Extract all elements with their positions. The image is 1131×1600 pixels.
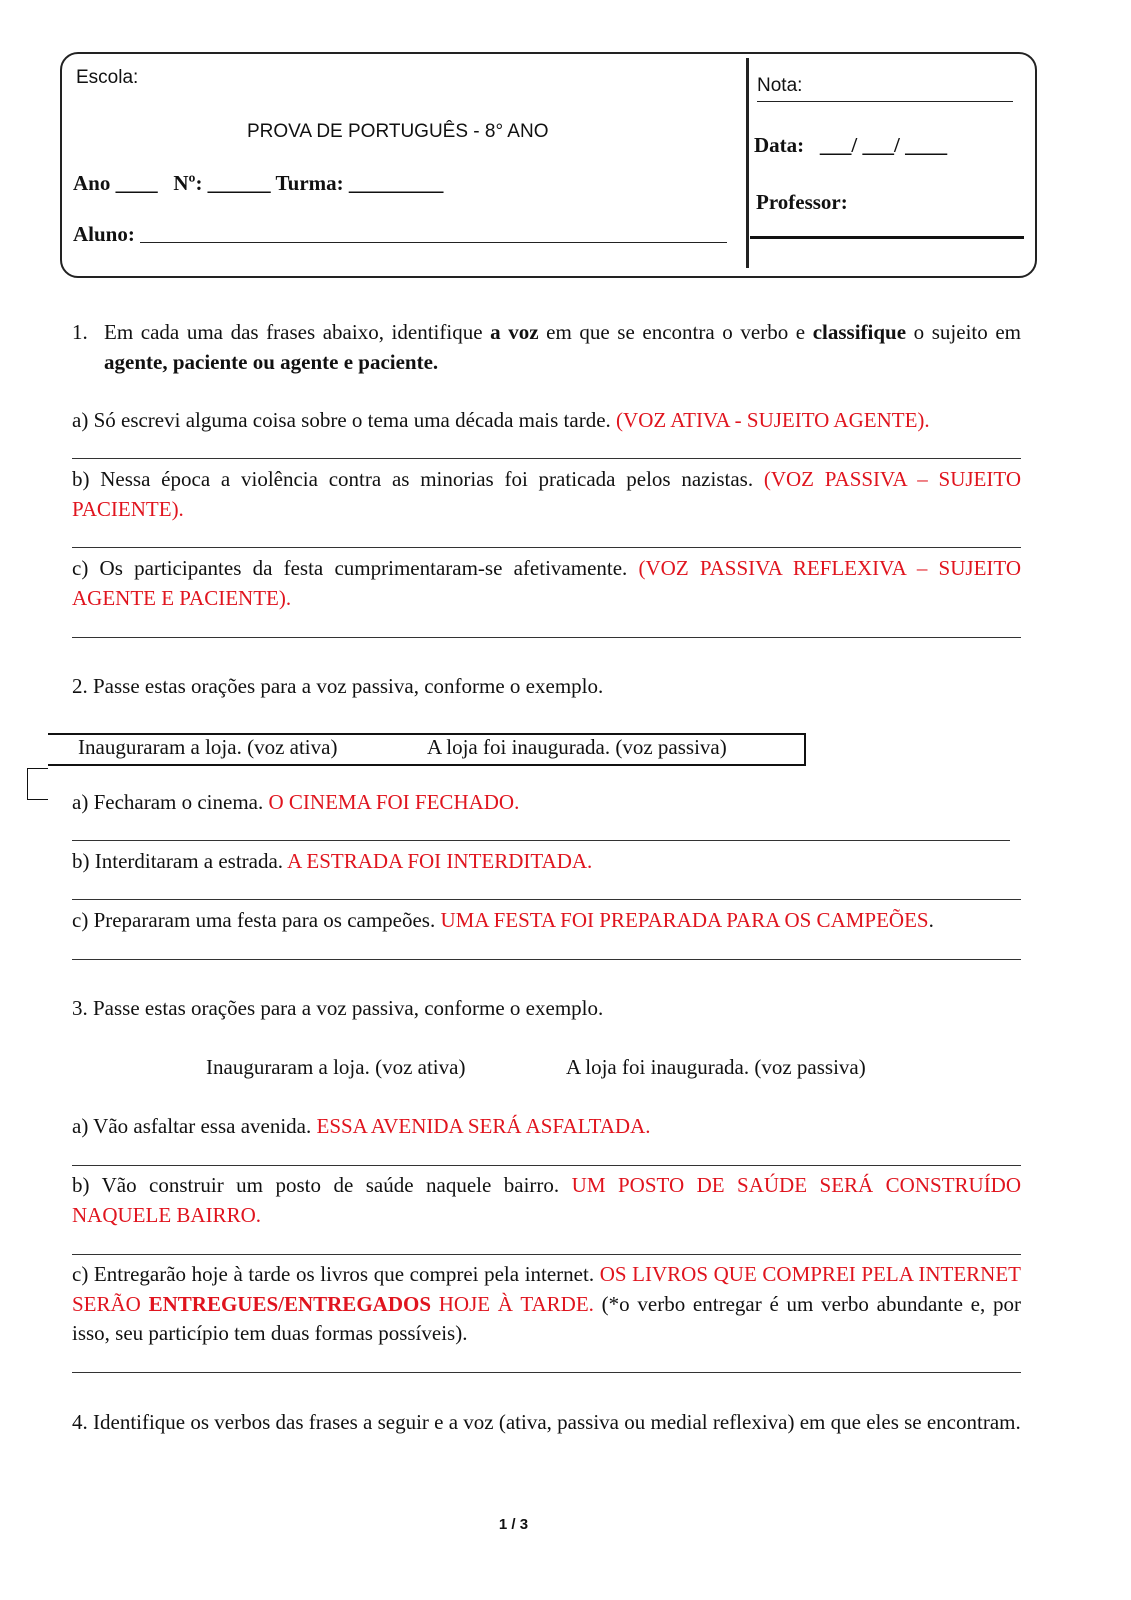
q3-example-active: Inauguraram a loja. (voz ativa) bbox=[206, 1055, 466, 1079]
header-divider bbox=[746, 58, 749, 268]
class-info-fields[interactable]: Ano ____ Nº: ______ Turma: _________ bbox=[73, 171, 444, 195]
date-field[interactable]: Data: ___/ ___/ ____ bbox=[754, 133, 948, 157]
answer: A ESTRADA FOI INTERDITADA. bbox=[287, 849, 593, 873]
answer: (VOZ PASSIVA – SUJEITO PACIENTE). bbox=[72, 467, 1021, 521]
bracket-mark bbox=[27, 768, 48, 800]
q1-prompt: Em cada uma das frases abaixo, identifique a voz em que se encontra o verbo e classifique o sujeito em agente, paciente ou agente e paciente. bbox=[104, 320, 1022, 374]
teacher-line[interactable] bbox=[750, 236, 1024, 239]
answer-line[interactable] bbox=[72, 959, 1021, 960]
q2-item-c: c) Prepararam uma festa para os campeões. UMA FESTA FOI PREPARADA PARA OS CAMPEÕES. bbox=[72, 908, 934, 932]
answer: UM POSTO DE SAÚDE SERÁ CONSTRUÍDO NAQUELE BAIRRO. bbox=[72, 1173, 1022, 1227]
school-label: Escola: bbox=[76, 67, 139, 88]
answer-line[interactable] bbox=[72, 1372, 1021, 1373]
page-number: 1 / 3 bbox=[498, 1516, 529, 1533]
answer-line[interactable] bbox=[72, 1254, 1021, 1255]
answer: UMA FESTA FOI PREPARADA PARA OS CAMPEÕES bbox=[440, 908, 929, 932]
q2-item-b: b) Interditaram a estrada. A ESTRADA FOI INTERDITADA. bbox=[72, 849, 593, 873]
answer: (VOZ ATIVA - SUJEITO AGENTE). bbox=[616, 408, 930, 432]
q4-prompt: 4. Identifique os verbos das frases a seguir e a voz (ativa, passiva ou medial reflexiva) em que eles se encontram. bbox=[72, 1410, 1021, 1434]
q3-item-b: b) Vão construir um posto de saúde naquele bairro. UM POSTO DE SAÚDE SERÁ CONSTRUÍDO NAQUELE BAIRRO. bbox=[72, 1173, 1022, 1227]
q3-prompt: 3. Passe estas orações para a voz passiva, conforme o exemplo. bbox=[72, 996, 604, 1020]
q1-item-c: c) Os participantes da festa cumprimentaram-se afetivamente. (VOZ PASSIVA REFLEXIVA – SUJEITO AGENTE E PACIENTE). bbox=[72, 556, 1021, 610]
answer-line[interactable] bbox=[72, 458, 1021, 459]
q2-example-passive: A loja foi inaugurada. (voz passiva) bbox=[427, 735, 727, 759]
header-box bbox=[60, 52, 1037, 278]
answer: OS LIVROS QUE COMPREI PELA INTERNET SERÃO ENTREGUES/ENTREGADOS HOJE À TARDE. bbox=[72, 1262, 1021, 1316]
grade-label: Nota: bbox=[757, 75, 803, 96]
q1-item-a: a) Só escrevi alguma coisa sobre o tema uma década mais tarde. (VOZ ATIVA - SUJEITO AGENTE). bbox=[72, 408, 930, 432]
grade-line[interactable] bbox=[757, 101, 1013, 102]
student-label: Aluno: bbox=[73, 222, 135, 246]
q3-item-a: a) Vão asfaltar essa avenida. ESSA AVENIDA SERÁ ASFALTADA. bbox=[72, 1114, 651, 1138]
q1-item-b: b) Nessa época a violência contra as minorias foi praticada pelos nazistas. (VOZ PASSIVA – SUJEITO PACIENTE). bbox=[72, 467, 1021, 521]
q2-example-active: Inauguraram a loja. (voz ativa) bbox=[78, 735, 338, 759]
q3-example-passive: A loja foi inaugurada. (voz passiva) bbox=[566, 1055, 866, 1079]
q3-item-c: c) Entregarão hoje à tarde os livros que comprei pela internet. OS LIVROS QUE COMPREI PELA INTERNET SERÃO ENTREGUES/ENTREGADOS HOJE À TARDE. (*o verbo entregar é um verbo abundante e, por isso, seu particípio tem duas formas possíveis). bbox=[72, 1262, 1021, 1345]
answer-line[interactable] bbox=[72, 899, 1021, 900]
answer: (VOZ PASSIVA REFLEXIVA – SUJEITO AGENTE E PACIENTE). bbox=[72, 556, 1021, 610]
student-name-line[interactable] bbox=[140, 242, 727, 243]
answer-line[interactable] bbox=[72, 637, 1021, 638]
answer-line[interactable] bbox=[72, 1165, 1021, 1166]
exam-title: PROVA DE PORTUGUÊS - 8° ANO bbox=[247, 121, 549, 142]
answer: O CINEMA FOI FECHADO. bbox=[268, 790, 520, 814]
answer: ESSA AVENIDA SERÁ ASFALTADA. bbox=[316, 1114, 651, 1138]
q1-number: 1. bbox=[72, 320, 88, 344]
q2-prompt: 2. Passe estas orações para a voz passiva, conforme o exemplo. bbox=[72, 674, 604, 698]
teacher-label: Professor: bbox=[756, 190, 848, 214]
answer-line[interactable] bbox=[72, 840, 1010, 841]
q2-item-a: a) Fecharam o cinema. O CINEMA FOI FECHADO. bbox=[72, 790, 520, 814]
answer-line[interactable] bbox=[72, 547, 1021, 548]
note: (*o verbo entregar é um verbo abundante e, por isso, seu particípio tem duas formas possíveis). bbox=[72, 1291, 1021, 1345]
